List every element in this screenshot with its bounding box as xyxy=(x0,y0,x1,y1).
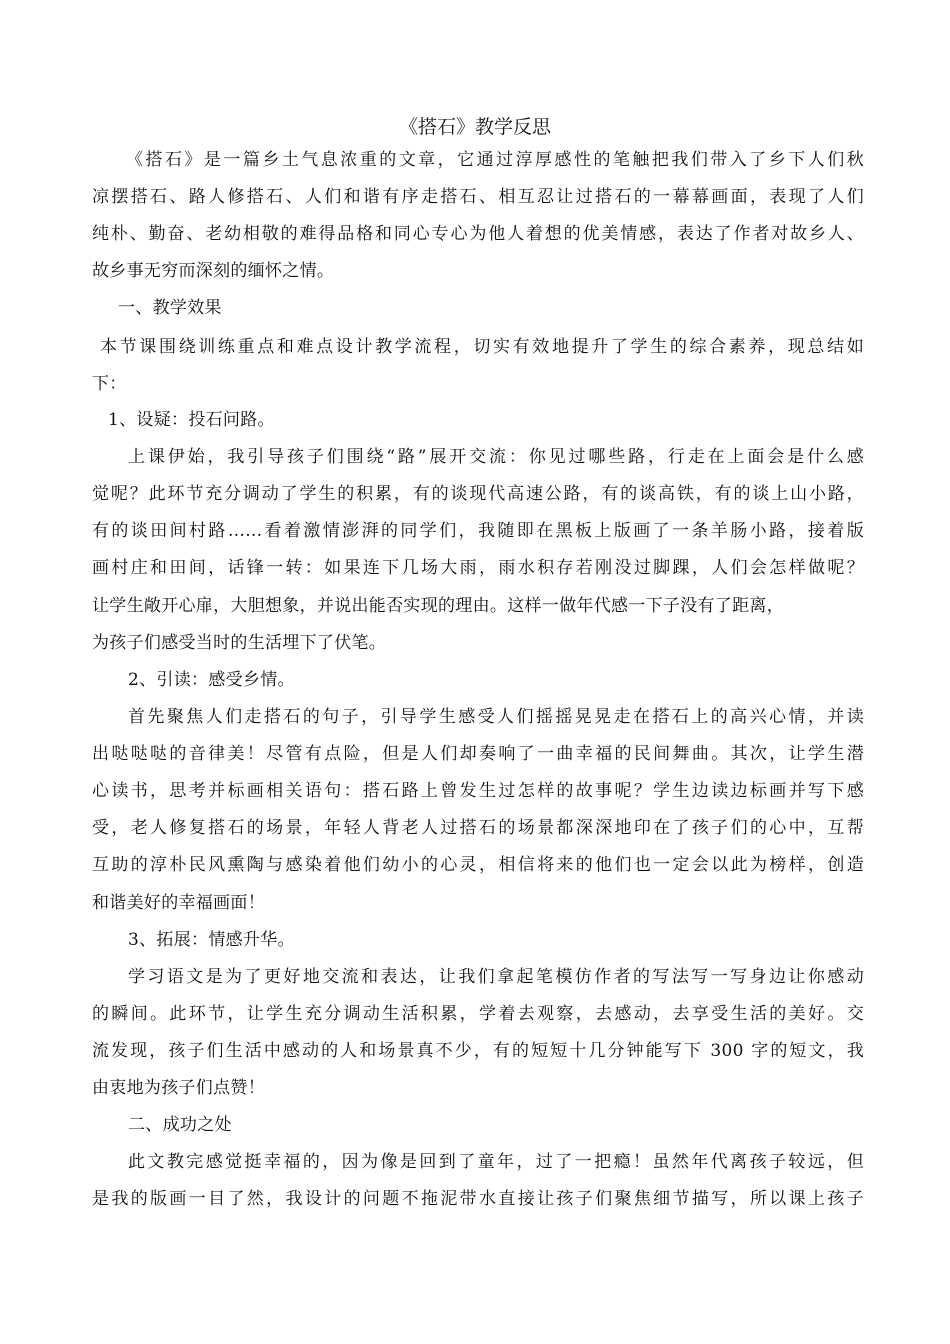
text-line: 受，老人修复搭石的场景，年轻人背老人过搭石的场景都深深地印在了孩子们的心中，互帮 xyxy=(92,818,864,838)
text-line: 由衷地为孩子们点赞！ xyxy=(92,1078,265,1098)
text-line: 学习语文是为了更好地交流和表达，让我们拿起笔模仿作者的写法写一写身边让你感动 xyxy=(128,967,864,987)
text-line: 是我的版画一目了然，我设计的问题不拖泥带水直接让孩子们聚焦细节描写，所以课上孩子 xyxy=(92,1189,864,1209)
subsection-heading: 3、拓展：情感升华。 xyxy=(128,930,295,950)
text-line: 觉呢？此环节充分调动了学生的积累，有的谈现代高速公路，有的谈高铁，有的谈上山小路， xyxy=(92,484,864,504)
text-line: 的瞬间。此环节，让学生充分调动生活积累，学着去观察，去感动，去享受生活的美好。交 xyxy=(92,1004,864,1024)
subsection-heading: 1、设疑：投石问路。 xyxy=(108,410,275,430)
text-line: 上课伊始，我引导孩子们围绕“路”展开交流：你见过哪些路，行走在上面会是什么感 xyxy=(128,447,864,467)
text-line: 首先聚焦人们走搭石的句子，引导学生感受人们摇摇晃晃走在搭石上的高兴心情，并读 xyxy=(128,707,864,727)
text-line: 本节课围绕训练重点和难点设计教学流程，切实有效地提升了学生的综合素养，现总结如 xyxy=(100,337,864,357)
text-line: 出哒哒哒的音律美！尽管有点险，但是人们却奏响了一曲幸福的民间舞曲。其次，让学生潜 xyxy=(92,744,864,764)
text-line: 为孩子们感受当时的生活埋下了伏笔。 xyxy=(92,633,387,653)
text-line: 纯朴、勤奋、老幼相敬的难得品格和同心专心为他人着想的优美情感，表达了作者对故乡人、 xyxy=(92,224,864,244)
text-line: 画村庄和田间，话锋一转：如果连下几场大雨，雨水积存若刚没过脚踝，人们会怎样做呢？ xyxy=(92,558,864,578)
section-heading: 二、成功之处 xyxy=(128,1115,232,1135)
text-line: 此文教完感觉挺幸福的，因为像是回到了童年，过了一把瘾！虽然年代离孩子较远，但 xyxy=(128,1152,864,1172)
text-line: 让学生敞开心扉，大胆想象，并说出能否实现的理由。这样一做年代感一下子没有了距离， xyxy=(92,596,784,616)
text-line: 下： xyxy=(92,374,127,394)
text-line: 故乡事无穷而深刻的缅怀之情。 xyxy=(92,261,335,281)
page-title: 《搭石》教学反思 xyxy=(398,116,551,138)
text-line: 《搭石》是一篇乡土气息浓重的文章，它通过淳厚感性的笔触把我们带入了乡下人们秋 xyxy=(126,150,864,170)
subsection-heading: 2、引读：感受乡情。 xyxy=(128,670,295,690)
text-line: 凉摆搭石、路人修搭石、人们和谐有序走搭石、相互忍让过搭石的一幕幕画面，表现了人们 xyxy=(92,187,864,207)
text-line: 流发现，孩子们生活中感动的人和场景真不少，有的短短十几分钟能写下 300 字的短文，我 xyxy=(92,1041,864,1061)
text-line: 心读书，思考并标画相关语句：搭石路上曾发生过怎样的故事呢？学生边读边标画并写下感 xyxy=(92,781,864,801)
text-line: 互助的淳朴民风熏陶与感染着他们幼小的心灵，相信将来的他们也一定会以此为榜样，创造 xyxy=(92,855,864,875)
text-line: 有的谈田间村路……看着激情澎湃的同学们，我随即在黑板上版画了一条羊肠小路，接着版 xyxy=(92,521,864,541)
section-heading: 一、教学效果 xyxy=(118,298,222,318)
text-line: 和谐美好的幸福画面！ xyxy=(92,893,265,913)
